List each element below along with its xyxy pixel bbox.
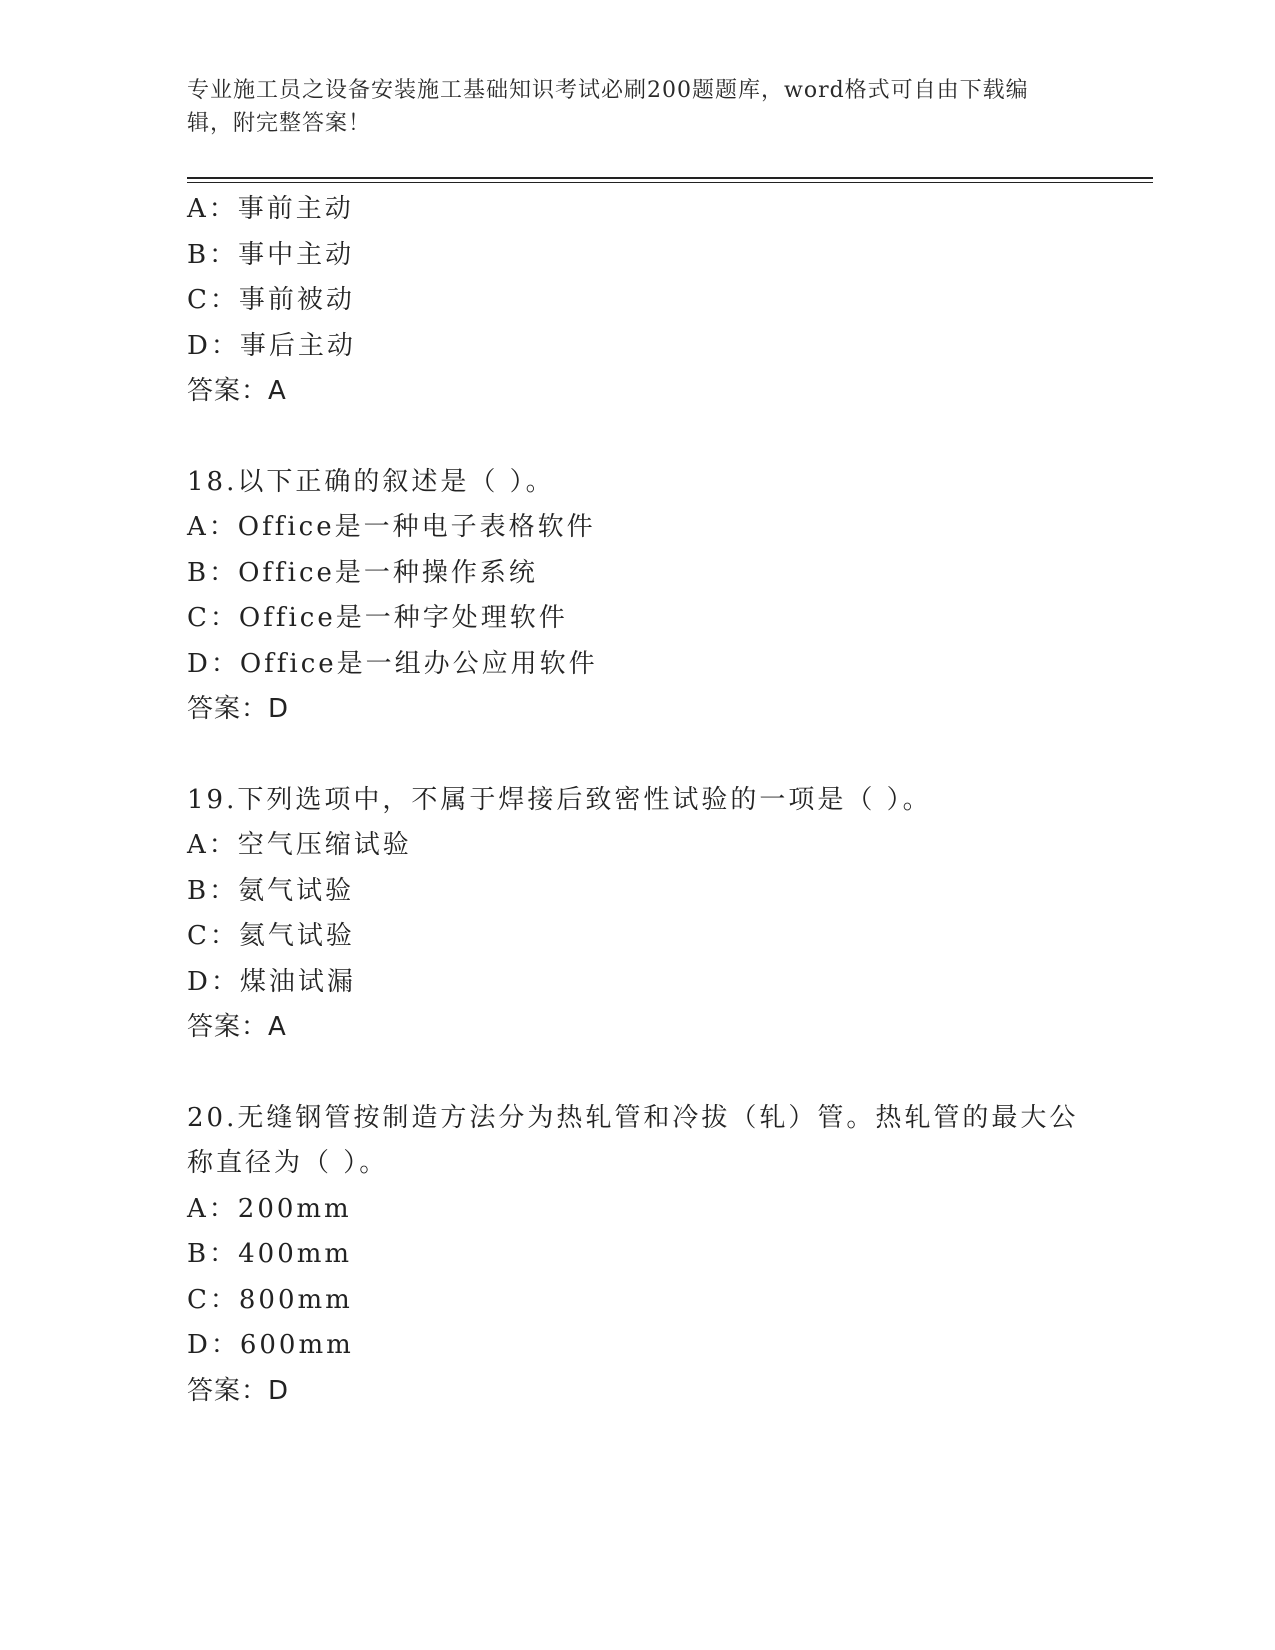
option-b: B：400mm (187, 1239, 353, 1269)
spacer (187, 733, 1147, 778)
option-b: B：事中主动 (187, 239, 355, 270)
answer-line: 答案：D (187, 1375, 290, 1406)
question-stem-line-2: 称直径为（ ）。 (187, 1148, 389, 1178)
option-a: A：空气压缩试验 (187, 830, 412, 860)
header-divider-thin (187, 182, 1153, 183)
answer-line: 答案：D (187, 694, 290, 724)
question-stem-line-1: 20.无缝钢管按制造方法分为热轧管和冷拔（轧）管。热轧管的最大公 (187, 1102, 1079, 1133)
option-b: B：Office是一种操作系统 (187, 557, 538, 588)
question-19 (187, 778, 1147, 1051)
spacer (187, 1051, 1147, 1096)
question-stem: 18.以下正确的叙述是（ ）。 (187, 466, 555, 497)
spacer (187, 415, 1147, 460)
question-20 (187, 1096, 1147, 1415)
option-c: C：Office是一种字处理软件 (187, 603, 568, 633)
option-c: C：800mm (187, 1284, 353, 1315)
option-d: D：事后主动 (187, 330, 356, 361)
option-d: D：600mm (187, 1330, 354, 1360)
answer-line: 答案：A (187, 1012, 287, 1042)
option-d: D：煤油试漏 (187, 966, 356, 997)
option-c: C：氦气试验 (187, 921, 355, 951)
answer-line: 答案：A (187, 376, 287, 406)
question-18 (187, 460, 1147, 733)
question-list (187, 187, 1147, 1414)
question-stem: 19.下列选项中，不属于焊接后致密性试验的一项是（ ）。 (187, 784, 932, 815)
option-a: A：事前主动 (187, 194, 354, 224)
question-17 (187, 187, 1147, 415)
option-a: A：Office是一种电子表格软件 (187, 512, 596, 542)
option-b: B：氨气试验 (187, 875, 355, 906)
option-a: A：200mm (187, 1193, 352, 1224)
document-header: 专业施工员之设备安装施工基础知识考试必刷200题题库，word格式可自由下载编辑，附完整答案！ (187, 78, 1029, 136)
option-d: D：Office是一组办公应用软件 (187, 648, 598, 679)
header-divider-thick (187, 177, 1153, 179)
option-c: C：事前被动 (187, 285, 355, 315)
